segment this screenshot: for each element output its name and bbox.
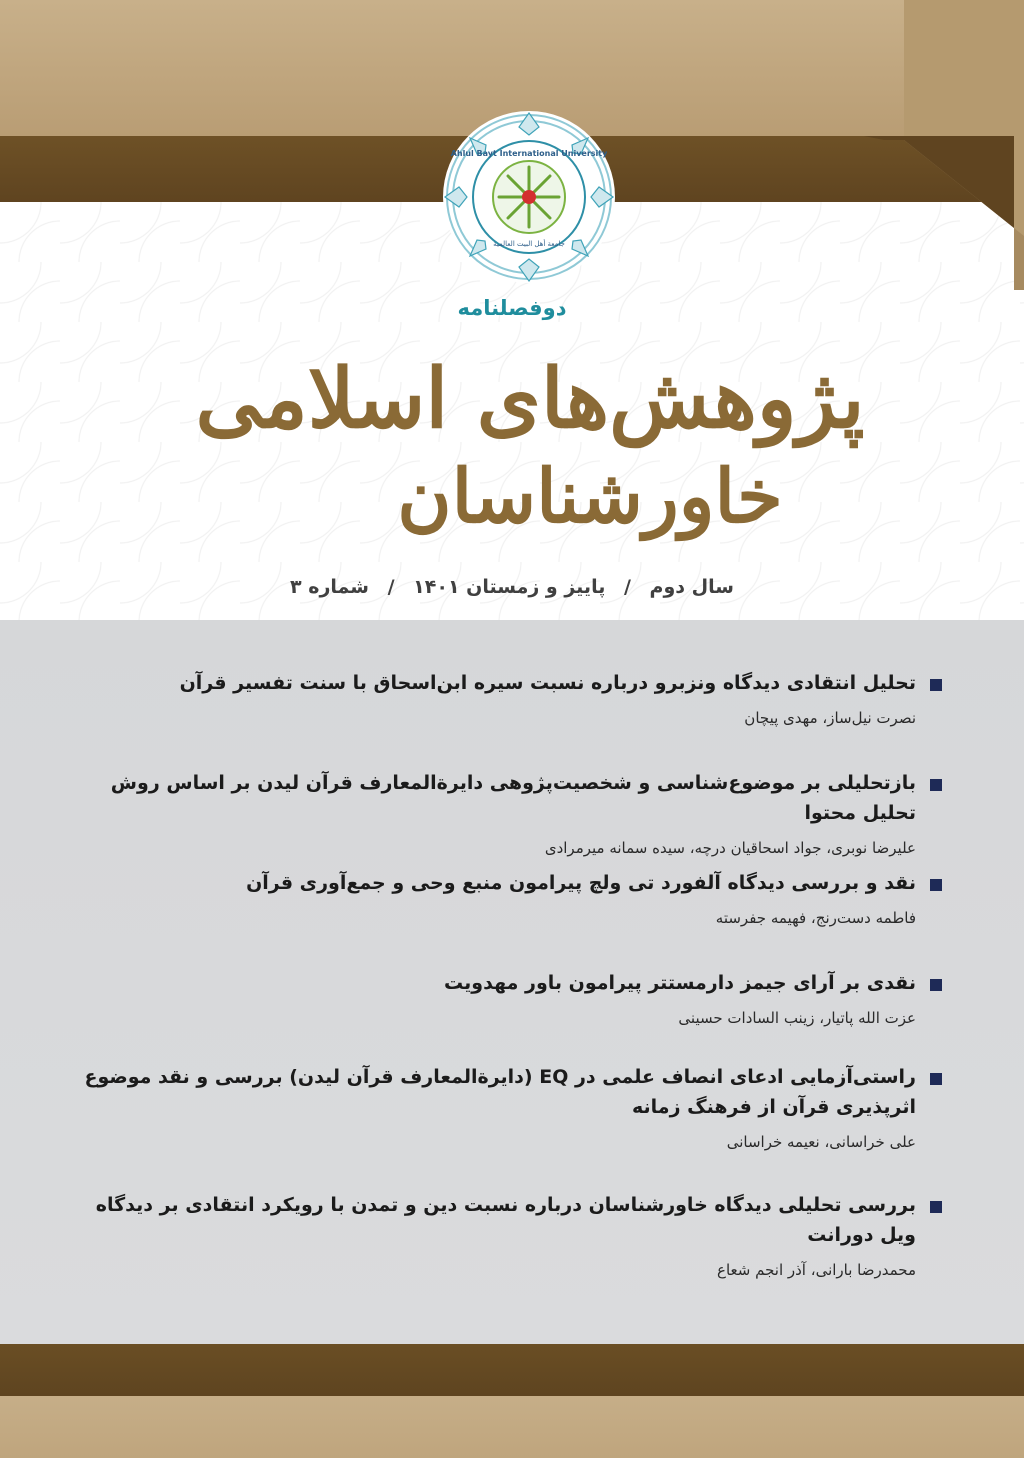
emblem-english-text: Ahlul Bayt International University	[450, 149, 608, 158]
square-bullet-icon	[930, 1073, 942, 1085]
issue-number: شماره ۳	[290, 576, 369, 598]
article-item	[62, 868, 942, 930]
square-bullet-icon	[930, 879, 942, 891]
square-bullet-icon	[930, 1201, 942, 1213]
article-item	[62, 968, 942, 1030]
issue-season: پاییز و زمستان ۱۴۰۱	[413, 576, 606, 598]
university-emblem	[440, 108, 618, 286]
emblem-arabic-text: جامعة أهل البيت العالمية	[493, 240, 565, 248]
article-authors: نصرت نیل‌ساز، مهدی پیچان	[744, 709, 916, 727]
issue-info	[0, 576, 1024, 598]
journal-title-line-2: خاورشناسان	[397, 454, 783, 540]
article-item	[62, 1190, 942, 1282]
article-item	[62, 768, 942, 860]
issue-separator: /	[387, 576, 395, 598]
emblem-logo-icon	[440, 108, 618, 286]
article-authors: فاطمه دست‌رنج، فهیمه جفرسته	[715, 909, 916, 927]
article-item	[62, 668, 942, 730]
article-title: راستی‌آزمایی ادعای انصاف علمی در EQ (دایرةالمعارف قرآن لیدن) بررسی و نقد موضوع اثرپذیری قرآن از فرهنگ زمانه	[84, 1066, 916, 1118]
journal-title-line-1: پژوهش‌های اسلامی	[195, 351, 865, 447]
semiannual-label: دوفصلنامه	[457, 296, 567, 320]
journal-title	[130, 352, 930, 562]
square-bullet-icon	[930, 679, 942, 691]
article-title: بررسی تحلیلی دیدگاه خاورشناسان درباره نسبت دین و تمدن با رویکرد انتقادی بر دیدگاه ویل دورانت	[95, 1194, 916, 1246]
article-item	[62, 1062, 942, 1154]
bottom-tan-band	[0, 1396, 1024, 1458]
article-authors: عزت الله پاتیار، زینب السادات حسینی	[678, 1009, 916, 1027]
issue-year: سال دوم	[649, 576, 734, 598]
article-title: نقدی بر آرای جیمز دارمستتر پیرامون باور مهدویت	[444, 972, 916, 994]
article-authors: علی خراسانی، نعیمه خراسانی	[726, 1133, 916, 1151]
square-bullet-icon	[930, 979, 942, 991]
article-title: بازتحلیلی بر موضوع‌شناسی و شخصیت‌پژوهی دایرةالمعارف قرآن لیدن بر اساس روش تحلیل محتوا	[110, 772, 916, 824]
bottom-brown-bar	[0, 1344, 1024, 1396]
issue-separator: /	[623, 576, 631, 598]
article-title: تحلیل انتقادی دیدگاه ونزبرو درباره نسبت سیره ابن‌اسحاق با سنت تفسیر قرآن	[179, 672, 916, 694]
corner-flap	[864, 0, 1024, 290]
article-authors: علیرضا نوبری، جواد اسحاقیان درچه، سیده سمانه میرمرادی	[544, 839, 916, 857]
article-title: نقد و بررسی دیدگاه آلفورد تی ولچ پیرامون منبع وحی و جمع‌آوری قرآن	[246, 872, 916, 894]
square-bullet-icon	[930, 779, 942, 791]
article-authors: محمدرضا بارانی، آذر انجم شعاع	[717, 1261, 916, 1279]
